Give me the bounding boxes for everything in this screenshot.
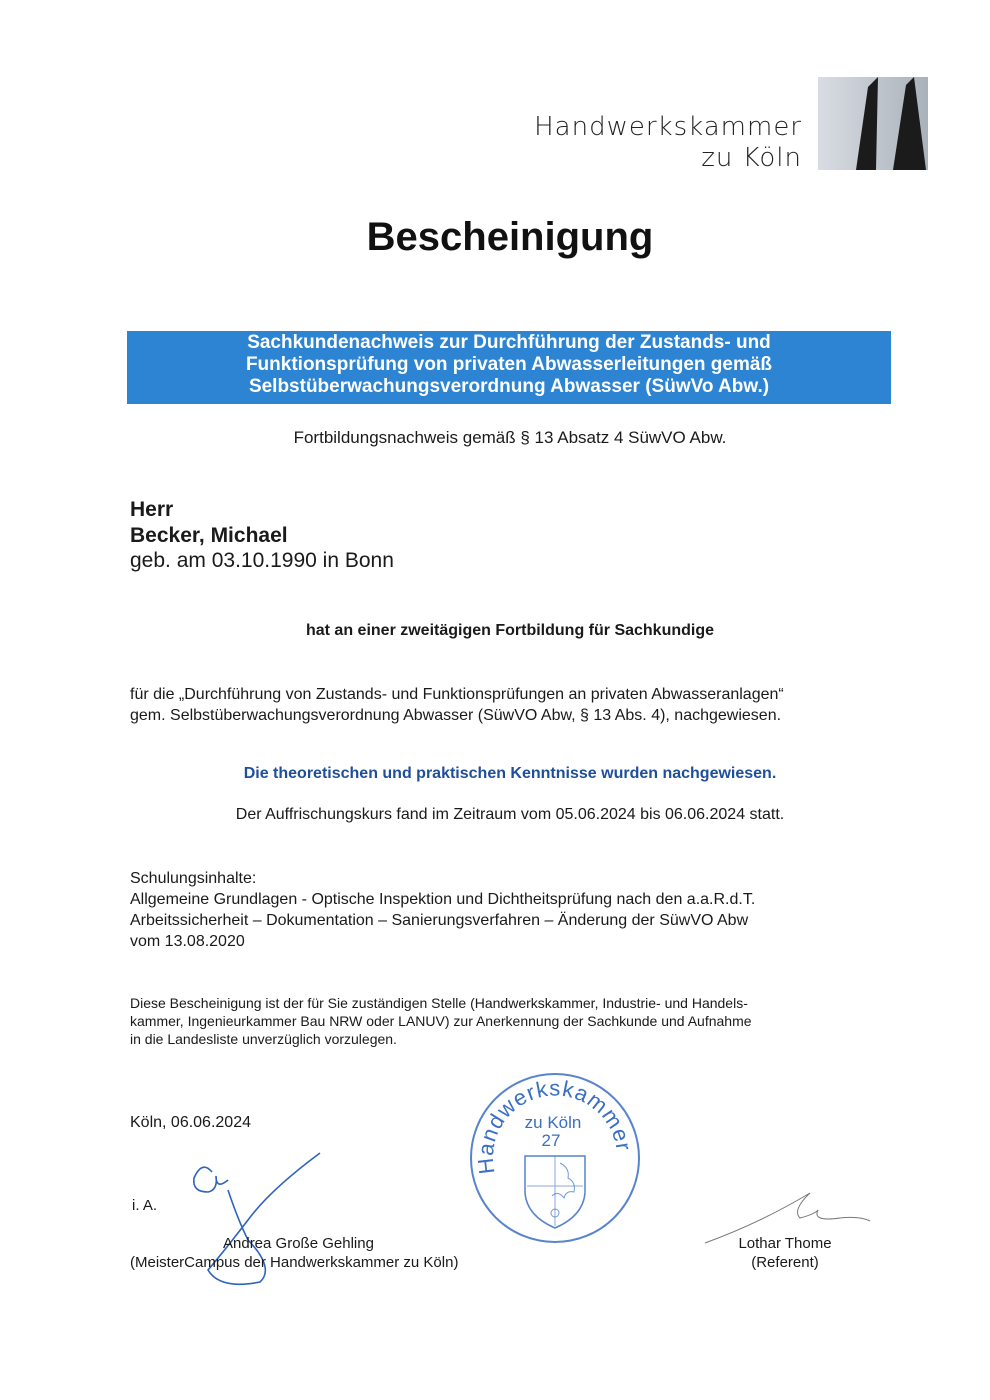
statement: hat an einer zweitägigen Fortbildung für Sachkundige [305,622,715,639]
result-statement: Die theoretischen und praktischen Kenntnisse wurden nachgewiesen. [243,765,777,782]
subtitle: Fortbildungsnachweis gemäß § 13 Absatz 4 SüwVO Abw. [293,428,727,447]
banner-line-2: Funktionsprüfung von privaten Abwasserleitungen gemäß [245,354,773,375]
notice-line-3: in die Landesliste unverzüglich vorzulegen. [130,1031,397,1047]
signer-1-name: Andrea Große Gehling [223,1235,374,1252]
ia-label: i. A. [132,1197,158,1214]
notice-line-2: kammer, Ingenieurkammer Bau NRW oder LANUV) zur Anerkennung der Sachkunde und Aufnahme [130,1013,752,1029]
official-stamp [465,1068,645,1248]
contents-line-3: vom 13.08.2020 [130,933,245,950]
logo-text [534,112,802,174]
person-name: Becker, Michael [130,524,288,547]
place-date: Köln, 06.06.2024 [130,1114,251,1131]
title-banner [127,331,891,404]
purpose-line-2: gem. Selbstüberwachungsverordnung Abwasser (SüwVO Abw, § 13 Abs. 4), nachgewiesen. [130,707,782,724]
logo-line-1: Handwerkskammer [534,112,802,142]
signer-2 [700,1234,870,1272]
signer-1 [130,1234,490,1272]
contents-line-1: Allgemeine Grundlagen - Optische Inspektion und Dichtheitsprüfung nach den a.a.R.d.T. [130,891,756,908]
purpose-paragraph [130,684,784,726]
signer-2-name: Lothar Thome [738,1235,832,1252]
signer-1-role: (MeisterCampus der Handwerkskammer zu Köln) [130,1254,459,1271]
notice-paragraph [130,994,752,1048]
contents-heading: Schulungsinhalte: [130,870,257,887]
banner-line-3: Selbstüberwachungsverordnung Abwasser (SüwVo Abw.) [248,376,770,397]
stamp-line-1: zu Köln [524,1113,582,1132]
contents-line-2: Arbeitssicherheit – Dokumentation – Sanierungsverfahren – Änderung der SüwVO Abw [130,912,749,929]
purpose-line-1: für die „Durchführung von Zustands- und Funktionsprüfungen an privaten Abwasseranlagen“ [130,686,784,703]
salutation: Herr [130,498,174,521]
page-title: Bescheinigung [366,215,654,259]
notice-line-1: Diese Bescheinigung ist der für Sie zuständigen Stelle (Handwerkskammer, Industrie- und Handels- [130,995,748,1011]
stamp-ring-text: Handwerkskammer [472,1075,637,1176]
stamp-line-2: 27 [541,1131,561,1150]
logo-line-2: zu Köln [701,143,802,173]
birth-info: geb. am 03.10.1990 in Bonn [130,549,394,572]
signer-2-role: (Referent) [751,1254,819,1271]
hwk-logo-icon [818,77,928,170]
training-contents [130,868,755,952]
course-period: Der Auffrischungskurs fand im Zeitraum vom 05.06.2024 bis 06.06.2024 statt. [235,806,785,823]
banner-line-1: Sachkundenachweis zur Durchführung der Zustands- und [247,332,771,353]
